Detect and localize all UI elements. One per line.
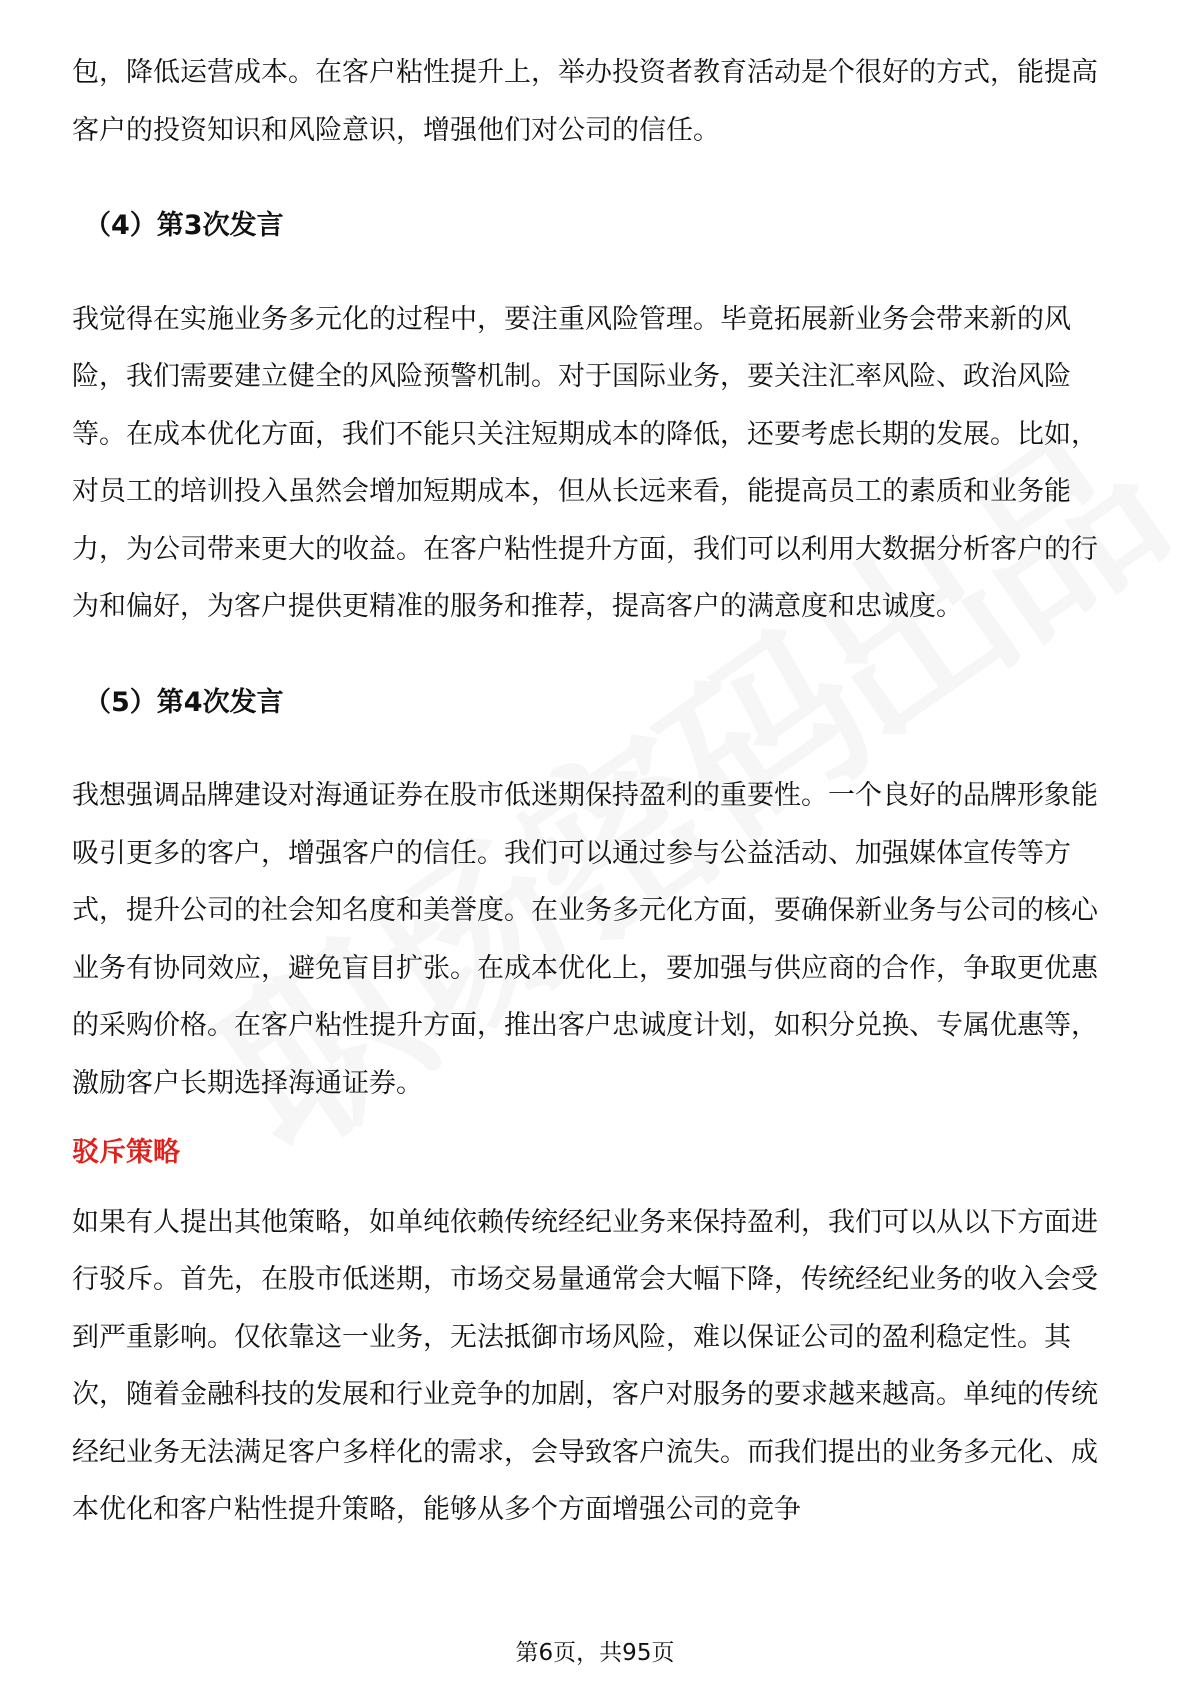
paragraph-fourth-speech: 我想强调品牌建设对海通证券在股市低迷期保持盈利的重要性。一个良好的品牌形象能吸引更多的客户，增强客户的信任。我们可以通过参与公益活动、加强媒体宣传等方式，提升公司的社会知名度和美誉度。在业务多元化方面，要确保新业务与公司的核心业务有协同效应，避免盲目扩张。在成本优化上，要加强与供应商的合作，争取更优惠的采购价格。在客户粘性提升方面，推出客户忠诚度计划，如积分兑换、专属优惠等，激励客户长期选择海通证券。: [72, 780, 1098, 1099]
paragraph-third-speech: 我觉得在实施业务多元化的过程中，要注重风险管理。毕竟拓展新业务会带来新的风险，我们需要建立健全的风险预警机制。对于国际业务，要关注汇率风险、政治风险等。在成本优化方面，我们不能只关注短期成本的降低，还要考虑长期的发展。比如，对员工的培训投入虽然会增加短期成本，但从长远来看，能提高员工的素质和业务能力，为公司带来更大的收益。在客户粘性提升方面，我们可以利用大数据分析客户的行为和偏好，为客户提供更精准的服务和推荐，提高客户的满意度和忠诚度。: [72, 303, 1098, 622]
heading-third-speech: （4）第3次发言: [84, 210, 284, 241]
section-title-rebuttal: 驳斥策略: [72, 1137, 180, 1168]
paragraph-rebuttal: 如果有人提出其他策略，如单纯依赖传统经纪业务来保持盈利，我们可以从以下方面进行驳斥。首先，在股市低迷期，市场交易量通常会大幅下降，传统经纪业务的收入会受到严重影响。仅依靠这一业务，无法抵御市场风险，难以保证公司的盈利稳定性。其次，随着金融科技的发展和行业竞争的加剧，客户对服务的要求越来越高。单纯的传统经纪业务无法满足客户多样化的需求，会导致客户流失。而我们提出的业务多元化、成本优化和客户粘性提升策略，能够从多个方面增强公司的竞争: [72, 1206, 1098, 1525]
page-number: 第6页，共95页: [515, 1640, 675, 1666]
paragraph-continued: 包，降低运营成本。在客户粘性提升上，举办投资者教育活动是个很好的方式，能提高客户的投资知识和风险意识，增强他们对公司的信任。: [72, 57, 1098, 146]
document-body: [72, 44, 1122, 1539]
heading-fourth-speech: （5）第4次发言: [84, 686, 284, 718]
